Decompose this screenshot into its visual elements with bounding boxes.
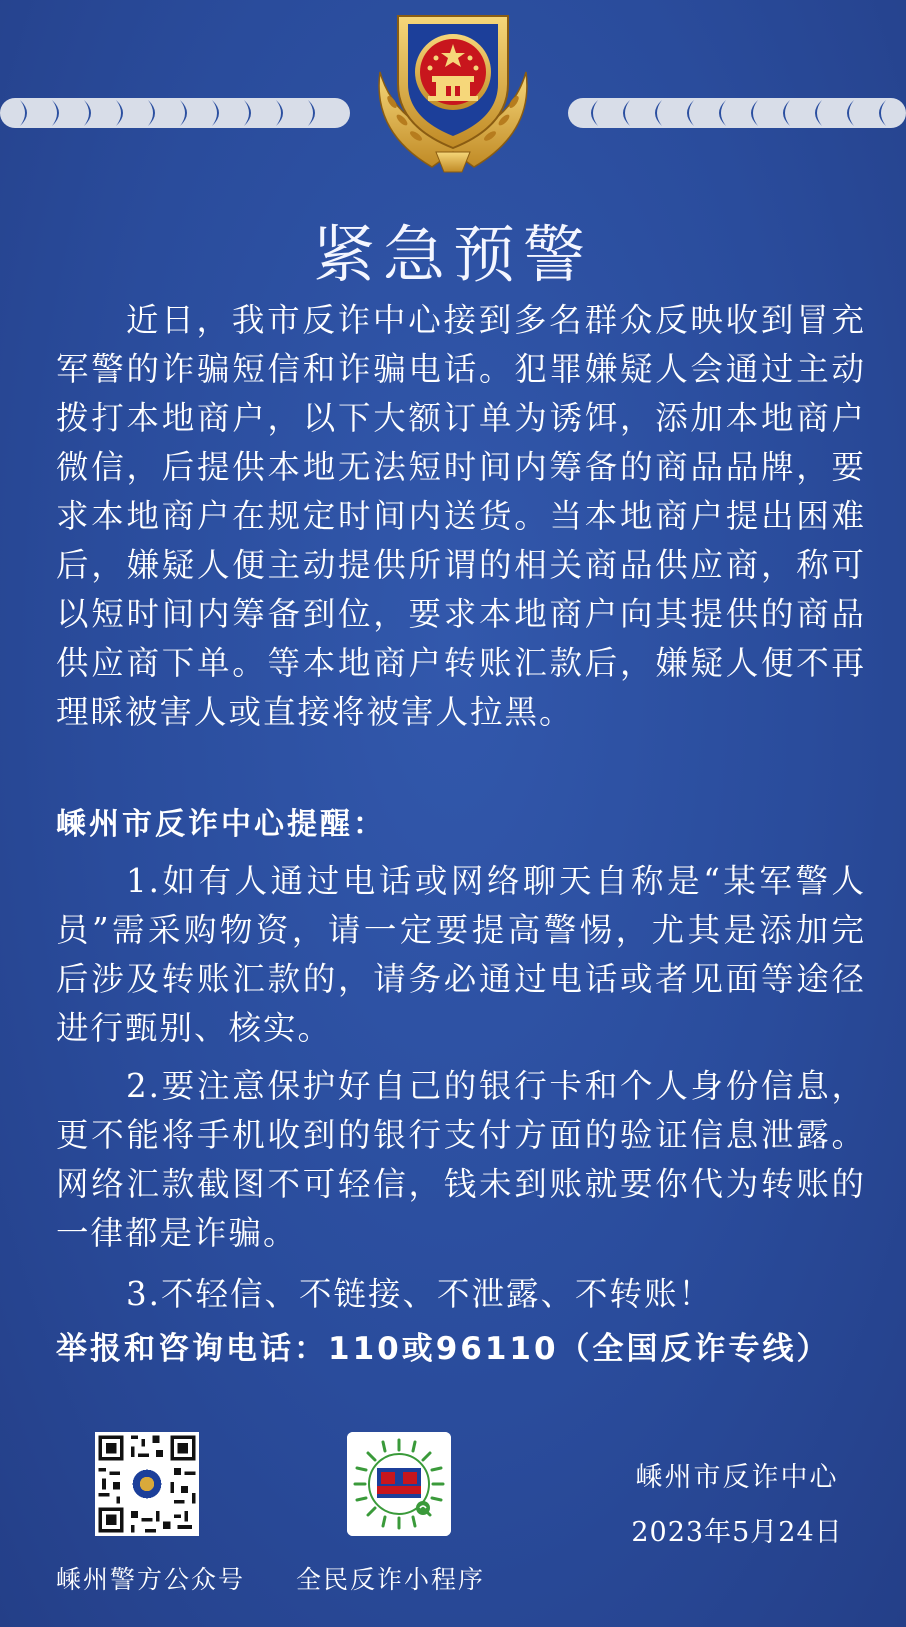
issuing-organization: 嵊州市反诈中心 <box>635 1462 839 1493</box>
page-title: 紧急预警 <box>312 218 593 291</box>
tip-item: 2.要注意保护好自己的银行卡和个人身份信息，更不能将手机收到的银行支付方面的验证信息泄露。网络汇款截图不可轻信，钱未到账就要你代为转账的一律都是诈骗。 <box>56 1067 866 1252</box>
police-emblem-icon <box>362 2 544 180</box>
right-rope-ornament <box>568 92 906 134</box>
header <box>0 0 906 190</box>
tip-item: 1.如有人通过电话或网络聊天自称是“某军警人员”需采购物资，请一定要提高警惕，尤其是添加完后涉及转账汇款的，请务必通过电话或者见面等途径进行甄别、核实。 <box>56 862 866 1047</box>
mini-program-code-icon[interactable] <box>347 1432 451 1536</box>
hotline-text: 举报和咨询电话：110或96110（全国反诈专线） <box>56 1331 831 1367</box>
qr-label-official-account: 嵊州警方公众号 <box>56 1565 246 1594</box>
left-rope-ornament <box>0 92 350 134</box>
qr-code-icon[interactable] <box>95 1432 199 1536</box>
issue-date: 2023年5月24日 <box>631 1517 843 1548</box>
intro-paragraph: 近日，我市反诈中心接到多名群众反映收到冒充军警的诈骗短信和诈骗电话。犯罪嫌疑人会通过主动拨打本地商户，以下大额订单为诱饵，添加本地商户微信，后提供本地无法短时间内筹备的商品品牌，要求本地商户在规定时间内送货。当本地商户提出困难后，嫌疑人便主动提供所谓的相关商品供应商，称可以短时间内筹备到位，要求本地商户向其提供的商品供应商下单。等本地商户转账汇款后，嫌疑人便不再理睬被害人或直接将被害人拉黑。 <box>56 301 866 731</box>
reminder-heading: 嵊州市反诈中心提醒： <box>56 807 386 842</box>
qr-label-mini-program: 全民反诈小程序 <box>296 1565 486 1594</box>
tip-item: 3.不轻信、不链接、不泄露、不转账！ <box>126 1275 714 1313</box>
